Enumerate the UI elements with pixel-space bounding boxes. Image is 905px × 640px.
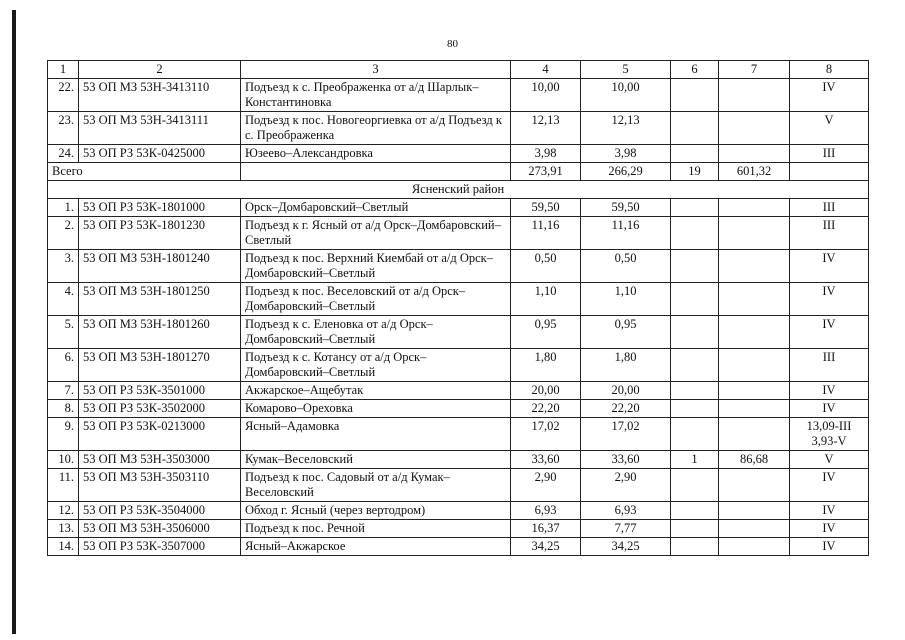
row-number: 14.	[48, 538, 79, 556]
column-number: 6	[671, 61, 719, 79]
bridge-length	[719, 145, 790, 163]
row-number: 5.	[48, 316, 79, 349]
row-number: 1.	[48, 199, 79, 217]
bridge-length	[719, 400, 790, 418]
column-number: 8	[790, 61, 869, 79]
length-paved: 2,90	[581, 469, 671, 502]
road-category: IV	[790, 283, 869, 316]
road-category: IV	[790, 400, 869, 418]
bridge-length	[719, 538, 790, 556]
bridge-count	[671, 145, 719, 163]
bridge-count	[671, 112, 719, 145]
length-paved: 6,93	[581, 502, 671, 520]
bridge-count	[671, 520, 719, 538]
bridge-length	[719, 217, 790, 250]
bridge-length	[719, 469, 790, 502]
road-name: Подъезд к с. Котансу от а/д Орск–Домбаровский–Светлый	[241, 349, 511, 382]
road-code: 53 ОП МЗ 53Н-3503110	[79, 469, 241, 502]
scan-edge-line	[12, 10, 16, 634]
length-total: 0,50	[511, 250, 581, 283]
bridge-count	[671, 400, 719, 418]
bridge-length	[719, 112, 790, 145]
length-paved: 17,02	[581, 418, 671, 451]
row-number: 11.	[48, 469, 79, 502]
table-row	[48, 112, 869, 145]
length-total: 0,95	[511, 316, 581, 349]
total-c4: 273,91	[511, 163, 581, 181]
length-total: 59,50	[511, 199, 581, 217]
roads-table	[47, 60, 869, 556]
road-name: Подъезд к с. Преображенка от а/д Шарлык–Константиновка	[241, 79, 511, 112]
road-name: Юзеево–Александровка	[241, 145, 511, 163]
table-row	[48, 316, 869, 349]
road-name: Комарово–Ореховка	[241, 400, 511, 418]
table-row	[48, 520, 869, 538]
road-name: Ясный–Акжарское	[241, 538, 511, 556]
bridge-length: 86,68	[719, 451, 790, 469]
bridge-count	[671, 79, 719, 112]
bridge-length	[719, 316, 790, 349]
table-row	[48, 283, 869, 316]
bridge-length	[719, 520, 790, 538]
road-category: III	[790, 349, 869, 382]
region-heading-row	[48, 181, 869, 199]
length-total: 3,98	[511, 145, 581, 163]
road-code: 53 ОП РЗ 53К-1801230	[79, 217, 241, 250]
bridge-length	[719, 349, 790, 382]
row-number: 3.	[48, 250, 79, 283]
road-code: 53 ОП МЗ 53Н-3506000	[79, 520, 241, 538]
length-paved: 7,77	[581, 520, 671, 538]
road-code: 53 ОП РЗ 53К-3501000	[79, 382, 241, 400]
column-number-row	[48, 61, 869, 79]
length-paved: 10,00	[581, 79, 671, 112]
table-row	[48, 217, 869, 250]
bridge-length	[719, 79, 790, 112]
table-row	[48, 145, 869, 163]
length-paved: 1,80	[581, 349, 671, 382]
length-paved: 34,25	[581, 538, 671, 556]
road-code: 53 ОП РЗ 53К-3507000	[79, 538, 241, 556]
length-total: 33,60	[511, 451, 581, 469]
road-name: Подъезд к пос. Речной	[241, 520, 511, 538]
bridge-count: 1	[671, 451, 719, 469]
road-code: 53 ОП РЗ 53К-0425000	[79, 145, 241, 163]
row-number: 22.	[48, 79, 79, 112]
total-row	[48, 163, 869, 181]
length-paved: 20,00	[581, 382, 671, 400]
road-code: 53 ОП МЗ 53Н-3413110	[79, 79, 241, 112]
table-row	[48, 250, 869, 283]
bridge-count	[671, 382, 719, 400]
road-category: III	[790, 199, 869, 217]
length-total: 6,93	[511, 502, 581, 520]
road-category: IV	[790, 469, 869, 502]
row-number: 7.	[48, 382, 79, 400]
total-c5: 266,29	[581, 163, 671, 181]
road-category: III	[790, 145, 869, 163]
road-name: Подъезд к пос. Новогеоргиевка от а/д Подъезд к с. Преображенка	[241, 112, 511, 145]
road-name: Ясный–Адамовка	[241, 418, 511, 451]
row-number: 6.	[48, 349, 79, 382]
column-number: 3	[241, 61, 511, 79]
row-number: 8.	[48, 400, 79, 418]
road-name: Акжарское–Ащебутак	[241, 382, 511, 400]
bridge-length	[719, 283, 790, 316]
length-total: 1,80	[511, 349, 581, 382]
road-category: 13,09-III 3,93-V	[790, 418, 869, 451]
length-paved: 11,16	[581, 217, 671, 250]
road-name: Подъезд к г. Ясный от а/д Орск–Домбаровский–Светлый	[241, 217, 511, 250]
table-row	[48, 349, 869, 382]
bridge-count	[671, 217, 719, 250]
row-number: 2.	[48, 217, 79, 250]
road-code: 53 ОП МЗ 53Н-3503000	[79, 451, 241, 469]
road-category: III	[790, 217, 869, 250]
length-paved: 0,95	[581, 316, 671, 349]
table-row	[48, 538, 869, 556]
total-c6: 19	[671, 163, 719, 181]
length-total: 12,13	[511, 112, 581, 145]
bridge-count	[671, 502, 719, 520]
road-category: IV	[790, 250, 869, 283]
road-category: V	[790, 112, 869, 145]
table-row	[48, 400, 869, 418]
length-paved: 0,50	[581, 250, 671, 283]
length-paved: 59,50	[581, 199, 671, 217]
table-body	[48, 61, 869, 556]
road-name: Подъезд к с. Еленовка от а/д Орск–Домбаровский–Светлый	[241, 316, 511, 349]
bridge-length	[719, 382, 790, 400]
length-total: 10,00	[511, 79, 581, 112]
road-name: Подъезд к пос. Садовый от а/д Кумак–Веселовский	[241, 469, 511, 502]
column-number: 4	[511, 61, 581, 79]
total-label: Всего	[48, 163, 241, 181]
road-code: 53 ОП МЗ 53Н-1801240	[79, 250, 241, 283]
road-category: IV	[790, 316, 869, 349]
road-name: Подъезд к пос. Веселовский от а/д Орск–Домбаровский–Светлый	[241, 283, 511, 316]
road-code: 53 ОП РЗ 53К-0213000	[79, 418, 241, 451]
column-number: 5	[581, 61, 671, 79]
row-number: 10.	[48, 451, 79, 469]
region-heading: Ясненский район	[48, 181, 869, 199]
length-paved: 22,20	[581, 400, 671, 418]
length-total: 17,02	[511, 418, 581, 451]
table-row	[48, 469, 869, 502]
row-number: 4.	[48, 283, 79, 316]
road-category: IV	[790, 538, 869, 556]
row-number: 12.	[48, 502, 79, 520]
length-paved: 1,10	[581, 283, 671, 316]
road-name: Обход г. Ясный (через вертодром)	[241, 502, 511, 520]
bridge-count	[671, 250, 719, 283]
bridge-length	[719, 502, 790, 520]
length-total: 1,10	[511, 283, 581, 316]
road-code: 53 ОП МЗ 53Н-1801250	[79, 283, 241, 316]
page-number: 80	[447, 38, 458, 50]
road-category: IV	[790, 520, 869, 538]
bridge-length	[719, 199, 790, 217]
road-code: 53 ОП РЗ 53К-3502000	[79, 400, 241, 418]
length-paved: 3,98	[581, 145, 671, 163]
road-category: IV	[790, 502, 869, 520]
length-paved: 12,13	[581, 112, 671, 145]
table-row	[48, 502, 869, 520]
road-name: Кумак–Веселовский	[241, 451, 511, 469]
road-code: 53 ОП РЗ 53К-3504000	[79, 502, 241, 520]
road-category: IV	[790, 79, 869, 112]
total-empty	[241, 163, 511, 181]
bridge-length	[719, 250, 790, 283]
row-number: 9.	[48, 418, 79, 451]
length-total: 34,25	[511, 538, 581, 556]
bridge-length	[719, 418, 790, 451]
bridge-count	[671, 199, 719, 217]
length-paved: 33,60	[581, 451, 671, 469]
bridge-count	[671, 283, 719, 316]
length-total: 2,90	[511, 469, 581, 502]
road-category: V	[790, 451, 869, 469]
row-number: 23.	[48, 112, 79, 145]
bridge-count	[671, 538, 719, 556]
table-row	[48, 451, 869, 469]
column-number: 1	[48, 61, 79, 79]
bridge-count	[671, 349, 719, 382]
column-number: 2	[79, 61, 241, 79]
length-total: 11,16	[511, 217, 581, 250]
length-total: 20,00	[511, 382, 581, 400]
table-row	[48, 382, 869, 400]
road-code: 53 ОП РЗ 53К-1801000	[79, 199, 241, 217]
total-c7: 601,32	[719, 163, 790, 181]
road-name: Орск–Домбаровский–Светлый	[241, 199, 511, 217]
length-total: 22,20	[511, 400, 581, 418]
road-code: 53 ОП МЗ 53Н-1801260	[79, 316, 241, 349]
length-total: 16,37	[511, 520, 581, 538]
row-number: 24.	[48, 145, 79, 163]
bridge-count	[671, 418, 719, 451]
row-number: 13.	[48, 520, 79, 538]
road-name: Подъезд к пос. Верхний Киембай от а/д Орск–Домбаровский–Светлый	[241, 250, 511, 283]
column-number: 7	[719, 61, 790, 79]
road-category: IV	[790, 382, 869, 400]
bridge-count	[671, 316, 719, 349]
total-empty	[790, 163, 869, 181]
table-row	[48, 199, 869, 217]
table-row	[48, 79, 869, 112]
road-code: 53 ОП МЗ 53Н-3413111	[79, 112, 241, 145]
bridge-count	[671, 469, 719, 502]
road-code: 53 ОП МЗ 53Н-1801270	[79, 349, 241, 382]
table-row	[48, 418, 869, 451]
